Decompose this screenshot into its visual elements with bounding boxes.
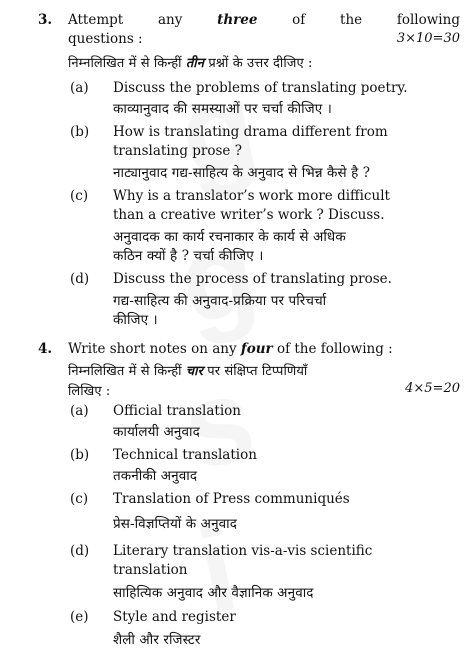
item-label: (c) [70,491,89,507]
item-text-en: Discuss the problems of translating poetry. [113,80,408,96]
instruction-emphasis: चार [185,364,204,379]
marks: 4×5=20 [405,381,460,396]
item-text-en: translating prose ? [113,143,242,159]
item-label: (c) [70,188,89,204]
instruction-text: निम्नलिखित में से किन्हीं [68,364,182,379]
item-text-hi: कीजिए । [113,312,158,328]
instruction-text: प्रश्नों के उत्तर दीजिए : [208,56,313,71]
item-text-hi: कठिन क्यों है ? चर्चा कीजिए । [113,248,264,264]
item-label: (a) [70,80,89,96]
item-text-hi: काव्यानुवाद की समस्याओं पर चर्चा कीजिए । [113,101,332,117]
instruction-emphasis: तीन [185,56,205,71]
instruction-emphasis: three [217,12,258,28]
item-text-en: translation [113,562,188,578]
question-number: 4. [38,341,53,357]
item-text-en: Translation of Press communiqués [113,491,350,507]
item-label: (b) [70,124,90,140]
item-text-en: Official translation [113,403,241,419]
item-text-hi: तकनीकी अनुवाद [113,468,198,484]
item-label: (e) [70,609,89,625]
instruction-emphasis: four [240,341,273,357]
question-number: 3. [38,12,53,28]
instruction-text: Write short notes on any [68,341,237,357]
item-text-en: Discuss the process of translating prose. [113,271,392,287]
question-instruction-en-line2: questions : [68,31,143,47]
item-label: (b) [70,447,90,463]
item-text-en: Style and register [113,609,236,625]
item-label: (d) [70,271,90,287]
question-instruction-en [68,12,460,28]
item-text-en: How is translating drama different from [113,124,388,140]
instruction-word: Attempt [68,12,124,28]
item-text-en: Technical translation [113,447,257,463]
question-instruction-hi [68,53,462,71]
item-text-en: than a creative writer’s work ? Discuss. [113,207,385,223]
item-text-en: Literary translation vis-a-vis scientific [113,543,373,559]
item-text-hi: नाट्यानुवाद गद्य-साहित्य के अनुवाद से भिन्न कैसे है ? [113,165,371,181]
question-instruction-hi-line2: लिखिए : [68,384,111,399]
instruction-word: the [340,12,363,28]
question-instruction-en [68,341,462,357]
item-text-hi: साहित्यिक अनुवाद और वैज्ञानिक अनुवाद [113,585,314,601]
question-instruction-hi [68,361,462,379]
instruction-word: following [396,12,460,28]
item-label: (a) [70,403,89,419]
instruction-word: any [157,12,183,28]
item-text-hi: अनुवादक का कार्य रचनाकार के कार्य से अधिक [113,229,346,245]
instruction-text: पर संक्षिप्त टिप्पणियाँ [207,364,308,379]
instruction-text: निम्नलिखित में से किन्हीं [68,56,182,71]
item-text-hi: प्रेस-विज्ञप्तियों के अनुवाद [113,516,238,532]
item-text-hi: शैली और रजिस्टर [113,632,201,648]
instruction-word: of [292,12,306,28]
item-text-hi: कार्यालयी अनुवाद [113,424,200,440]
item-text-hi: गद्य-साहित्य की अनुवाद-प्रक्रिया पर परिचर्चा [113,293,327,309]
item-label: (d) [70,543,90,559]
item-text-en: Why is a translator’s work more difficult [113,188,390,204]
marks: 3×10=30 [396,31,460,46]
instruction-text: of the following : [276,341,393,357]
